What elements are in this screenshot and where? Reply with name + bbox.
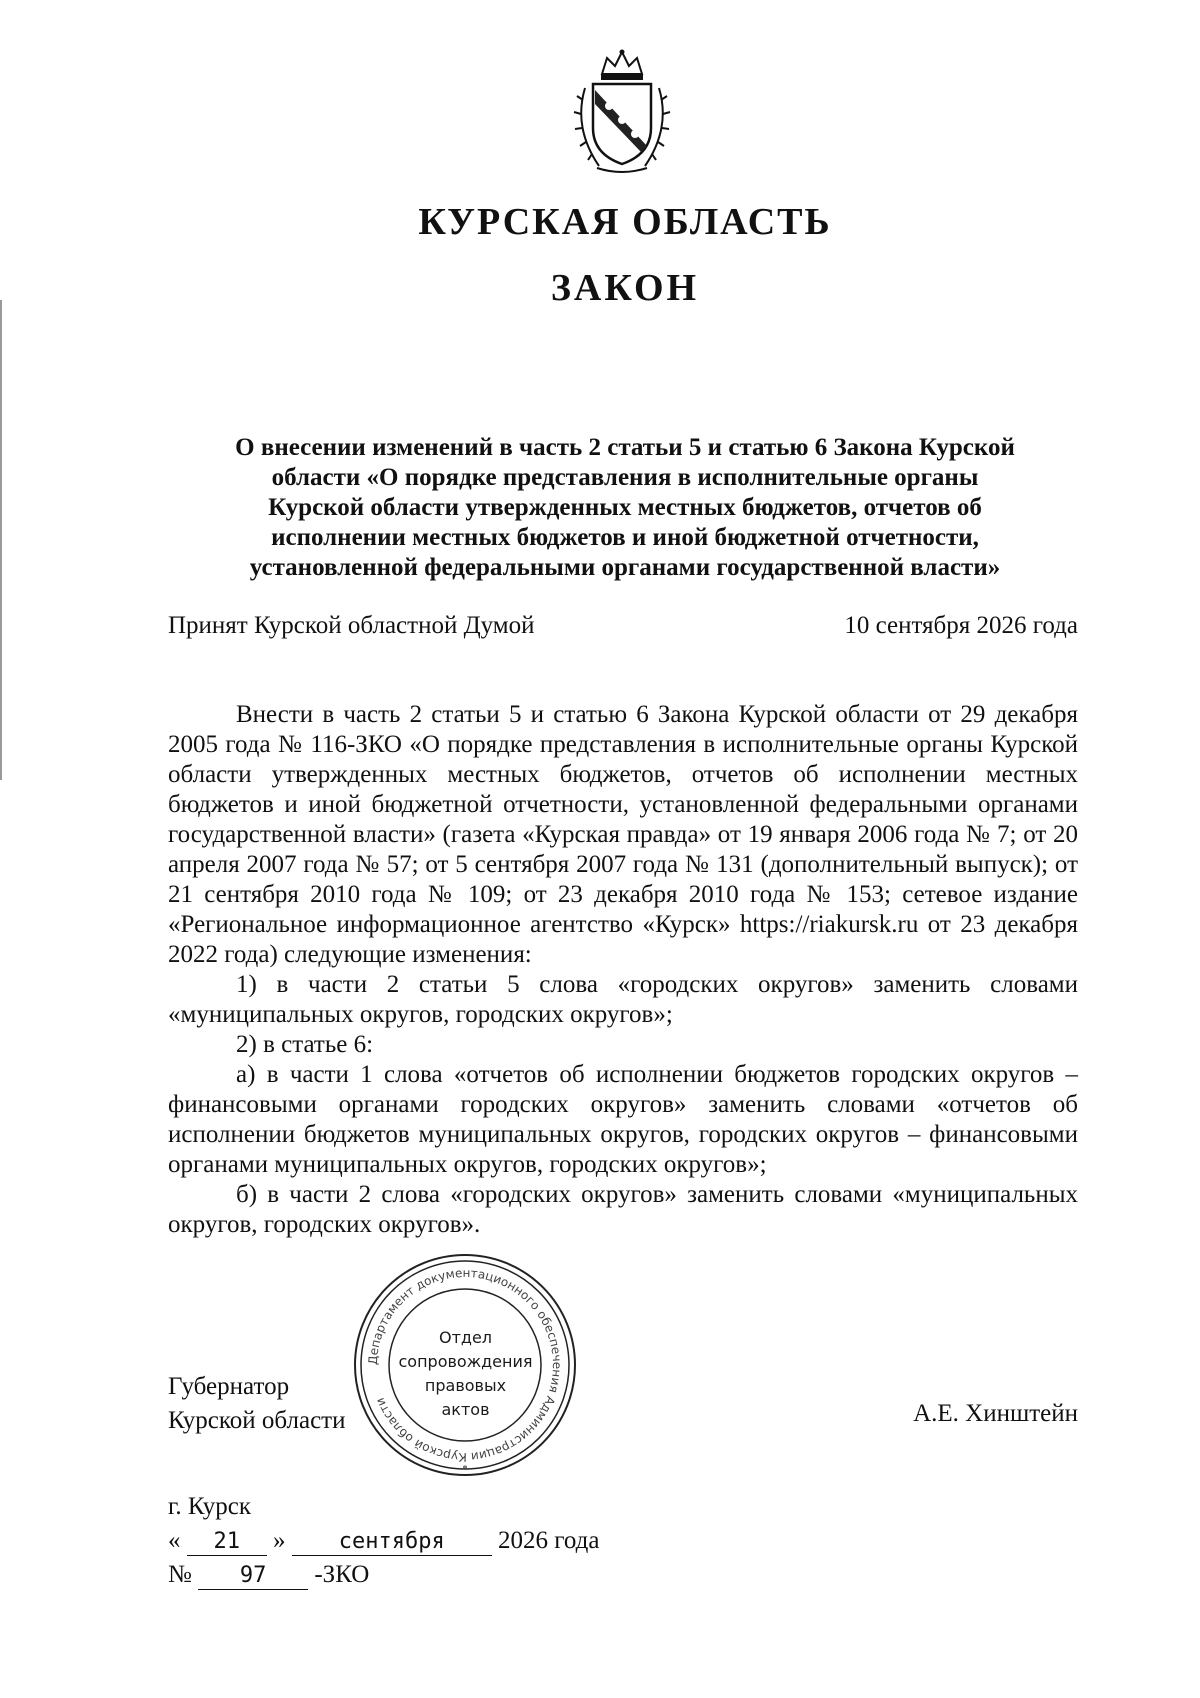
stamp-line: сопровождения [398, 1352, 533, 1371]
law-title-line: Курской области утвержденных местных бюджетов, отчетов об [268, 494, 982, 521]
law-number-line [168, 1558, 599, 1592]
amendment-item-2a: а) в части 1 слова «отчетов об исполнении бюджетов городских округов – финансовыми органами городских округов» заменить словами «отчетов об исполнении бюджетов муниципальных округов, городских округов – финансовыми органами муниципальных округов, городских округов»; [168, 1061, 1078, 1178]
position-line: Губернатор [168, 1373, 290, 1400]
amendment-item-2: 2) в статье 6: [236, 1031, 374, 1058]
law-title [160, 433, 1090, 583]
stamp-line: правовых [424, 1376, 507, 1395]
body-intro-paragraph: Внести в часть 2 статьи 5 и статью 6 Закона Курской области от 29 декабря 2005 года № 116-ЗКО «О порядке представления в исполнительные органы Курской области утвержденных местных бюджетов, отчетов об исполнении местных бюджетов и иной бюджетной отчетности, установленной федеральными органами государственной власти» (газета «Курская правда» от 19 января 2006 года № 7; от 20 апреля 2007 года № 57; от 5 сентября 2007 года № 131 (дополнительный выпуск); от 21 сентября 2010 года № 109; от 23 декабря 2010 года № 153; сетевое издание «Региональное информационное агентство «Курск» https://riakursk.ru от 23 декабря 2022 года) следующие изменения: [168, 701, 1078, 968]
document-kind-heading: ЗАКОН [550, 267, 700, 309]
law-number: 97 [198, 1563, 308, 1590]
signatory-name: А.Е. Хинштейн [913, 1400, 1078, 1427]
date-month: сентября [292, 1529, 492, 1556]
amendment-item-1: 1) в части 2 статьи 5 слова «городских округов» заменить словами «муниципальных округов, городских округов»; [168, 971, 1078, 1028]
signing-date-line [168, 1524, 599, 1558]
amendment-item-2b: б) в части 2 слова «городских округов» заменить словами «муниципальных округов, городских округов». [168, 1181, 1078, 1238]
adopted-by: Принят Курской областной Думой [168, 612, 535, 639]
law-title-line: исполнении местных бюджетов и иной бюджетной отчетности, [271, 524, 979, 551]
stamp-inner-text [378, 1326, 553, 1422]
region-heading: КУРСКАЯ ОБЛАСТЬ [418, 201, 832, 243]
signatory-position [168, 1370, 345, 1438]
stamp-ring-text: Департамент документационного обеспечения Администрации Курской области [365, 1265, 565, 1465]
number-sign: № [168, 1561, 192, 1588]
date-open-quote: « [168, 1527, 181, 1554]
signing-city: г. Курск [168, 1493, 251, 1520]
law-title-line: установленной федеральными органами государственной власти» [249, 554, 1001, 581]
coat-of-arms-emblem [555, 48, 689, 178]
date-close-quote: » [273, 1527, 286, 1554]
position-line: Курской области [168, 1407, 346, 1434]
law-number-suffix: -ЗКО [314, 1561, 370, 1588]
svg-text:*: * [462, 1464, 468, 1475]
stamp-line: актов [441, 1400, 490, 1419]
stamp-line: Отдел [438, 1328, 493, 1347]
signing-place-date [168, 1490, 599, 1592]
date-year: 2026 года [498, 1527, 600, 1554]
scan-edge-line [0, 300, 2, 780]
date-day: 21 [187, 1529, 267, 1556]
law-title-line: О внесении изменений в часть 2 статьи 5 и статью 6 Закона Курской [235, 434, 1015, 461]
law-title-line: области «О порядке представления в исполнительные органы [271, 464, 979, 491]
law-body [168, 700, 1078, 1240]
adoption-date: 10 сентября 2026 года [844, 612, 1078, 639]
